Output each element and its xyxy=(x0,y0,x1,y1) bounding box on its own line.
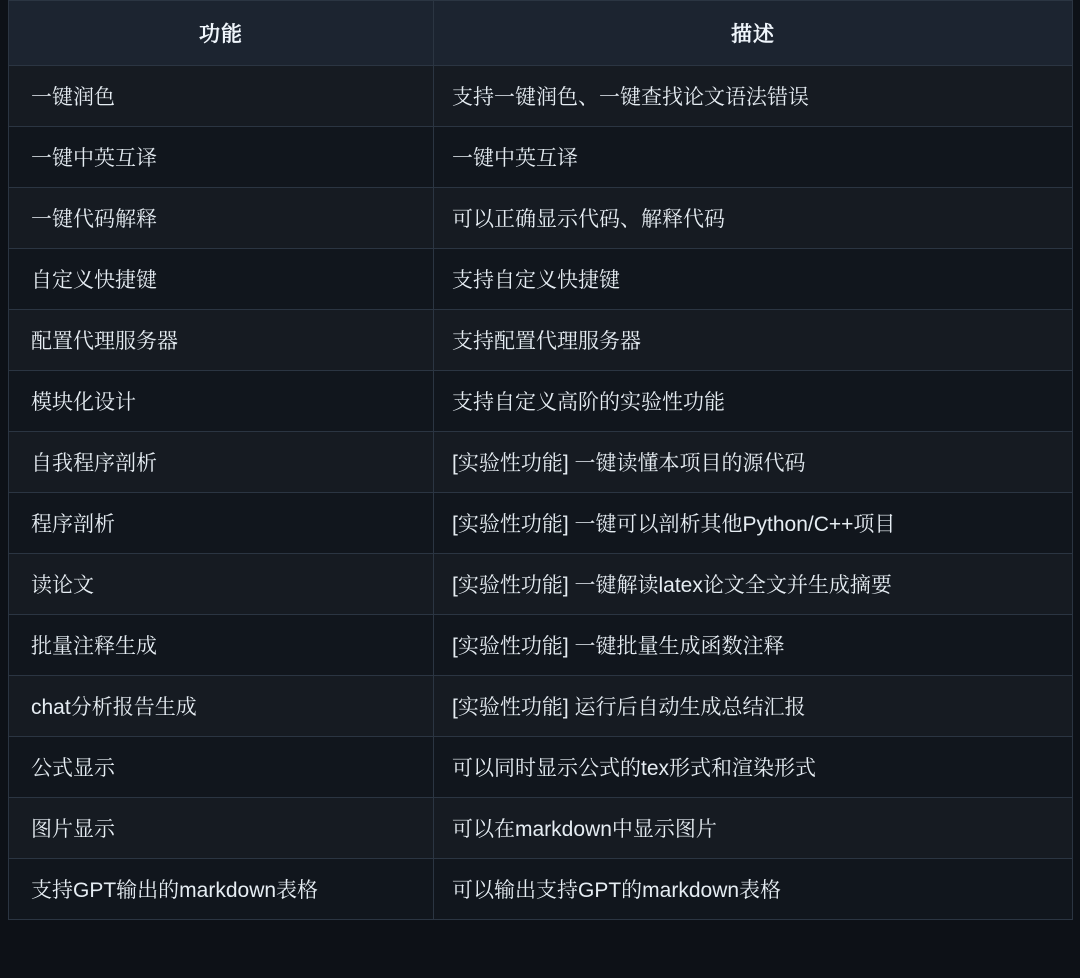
cell-feature: 模块化设计 xyxy=(9,371,434,432)
table-row xyxy=(9,188,1073,249)
table-row xyxy=(9,554,1073,615)
table-header xyxy=(9,1,1073,66)
cell-feature: 一键中英互译 xyxy=(9,127,434,188)
feature-table xyxy=(8,0,1073,920)
table-row xyxy=(9,249,1073,310)
cell-feature: 自我程序剖析 xyxy=(9,432,434,493)
table-row xyxy=(9,676,1073,737)
cell-description: 支持配置代理服务器 xyxy=(434,310,1073,371)
cell-feature: 配置代理服务器 xyxy=(9,310,434,371)
cell-description: 一键中英互译 xyxy=(434,127,1073,188)
cell-description: 支持自定义快捷键 xyxy=(434,249,1073,310)
cell-description: [实验性功能] 运行后自动生成总结汇报 xyxy=(434,676,1073,737)
table-row xyxy=(9,66,1073,127)
cell-feature: 一键代码解释 xyxy=(9,188,434,249)
column-header-description: 描述 xyxy=(434,1,1073,66)
table-row xyxy=(9,371,1073,432)
cell-feature: chat分析报告生成 xyxy=(9,676,434,737)
column-header-feature: 功能 xyxy=(9,1,434,66)
cell-description: 可以在markdown中显示图片 xyxy=(434,798,1073,859)
table-row xyxy=(9,310,1073,371)
table-row xyxy=(9,737,1073,798)
cell-description: 可以同时显示公式的tex形式和渲染形式 xyxy=(434,737,1073,798)
table-row xyxy=(9,127,1073,188)
table-row xyxy=(9,615,1073,676)
cell-feature: 批量注释生成 xyxy=(9,615,434,676)
cell-feature: 图片显示 xyxy=(9,798,434,859)
cell-feature: 读论文 xyxy=(9,554,434,615)
table-row xyxy=(9,798,1073,859)
cell-feature: 程序剖析 xyxy=(9,493,434,554)
cell-description: 支持自定义高阶的实验性功能 xyxy=(434,371,1073,432)
cell-description: [实验性功能] 一键批量生成函数注释 xyxy=(434,615,1073,676)
cell-description: [实验性功能] 一键可以剖析其他Python/C++项目 xyxy=(434,493,1073,554)
table-body xyxy=(9,66,1073,920)
cell-feature: 公式显示 xyxy=(9,737,434,798)
cell-description: 可以正确显示代码、解释代码 xyxy=(434,188,1073,249)
cell-feature: 自定义快捷键 xyxy=(9,249,434,310)
table-row xyxy=(9,493,1073,554)
cell-feature: 支持GPT输出的markdown表格 xyxy=(9,859,434,920)
cell-description: [实验性功能] 一键读懂本项目的源代码 xyxy=(434,432,1073,493)
table-row xyxy=(9,859,1073,920)
cell-description: [实验性功能] 一键解读latex论文全文并生成摘要 xyxy=(434,554,1073,615)
table-header-row xyxy=(9,1,1073,66)
cell-description: 可以输出支持GPT的markdown表格 xyxy=(434,859,1073,920)
cell-feature: 一键润色 xyxy=(9,66,434,127)
table-row xyxy=(9,432,1073,493)
cell-description: 支持一键润色、一键查找论文语法错误 xyxy=(434,66,1073,127)
